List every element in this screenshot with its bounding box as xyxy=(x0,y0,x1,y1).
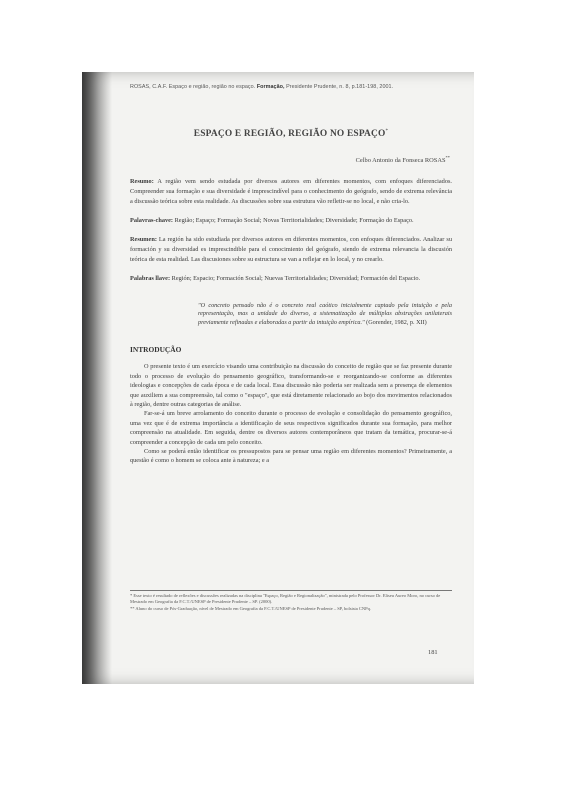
palabras-llave-paragraph xyxy=(130,274,452,284)
article-title xyxy=(130,129,452,139)
header-details: Presidente Prudente, n. 8, p.181-198, 2001. xyxy=(286,84,394,90)
author-name: Celbo Antonio da Fonseca ROSAS xyxy=(355,157,446,165)
palavras-chave-label: Palavras-chave: xyxy=(130,216,174,224)
epigraph-quote xyxy=(198,302,452,328)
palabras-llave-text: Región; Espacio; Formación Social; Nuevas Territorialidades; Diversidad; Formación del Espacio. xyxy=(171,274,421,282)
epigraph-source: (Gorender, 1982, p. XII) xyxy=(366,318,427,326)
header-citation: ROSAS, C.A.F. Espaço e região, região no espaço. xyxy=(130,84,256,90)
page-number: 181 xyxy=(428,649,438,656)
page-content xyxy=(130,84,452,466)
resumo-paragraph xyxy=(130,177,452,206)
running-header xyxy=(130,84,452,90)
scanned-page xyxy=(82,72,474,684)
introducao-paragraph: Como se poderá então identificar os pressupostos para se pensar uma região em diferentes momentos? Primeiramente, a questão é como o homem se coloca ante à natureza; e a xyxy=(130,448,452,465)
resumo-text: A região vem sendo estudada por diversos autores em diferentes momentos, com enfoques diferenciados. Compreender sua formação e sua diversidade é imprescindível para o conhecimento do geógrafo, sendo de extrema relevância a discussão teórica sobre esta realidade. As discussões sobre sua estrutura vão refletir-se no local, e não cria-lo. xyxy=(130,178,453,205)
introducao-paragraph: O presente texto é um exercício visando uma contribuição na discussão do conceito de região que se faz presente durante todo o processo de evolução do pensamento geográfico, transformando-se e reorganizando-se conforme as diferentes ideologias e concepções de cada época e de cada local. Essa discussão não poderia ser realizada sem a presença de elementos que auxiliem a sua compreensão, tal como o "espaço", que está diretamente relacionado ao bojo dos movimentos relacionados à região, dentre outras categorias de análise. xyxy=(130,363,452,409)
header-journal: Formação, xyxy=(256,84,285,90)
resumo-label: Resumo: xyxy=(130,178,154,186)
author-footnote-mark: ** xyxy=(445,155,450,161)
introducao-body xyxy=(130,362,452,465)
footnote: * Esse texto é resultado de reflexões e discussões realizadas na disciplina "Espaço, Região e Regionalização", ministrada pelo Professor Dr. Eliseu Aureo Moro, no curso de Mestrado em Geografia da F.C.T./UNESP de Presidente Prudente – SP. (2000). xyxy=(130,593,441,605)
epigraph-text: "O concreto pensado não é o concreto real caótico inicialmente captado pela intuição e pela representação, mas a unidade do diverso, a sistematização de múltiplas abstrações unilaterais previamente refinadas e elaboradas a partir da intuição empírica." xyxy=(198,301,452,326)
resumen-text: La región ha sido estudiada por diversos autores en diferentes momentos, con enfoques diferenciados. Analizar su formación y su diversidad es imprescindible para el conocimiento del geógrafo, siendo de extrema relevancia la discusión teórica de esta realidad. Las discusiones sobre su estructura se van a reflejar en lo local, y no crearlo. xyxy=(130,236,452,264)
article-title-text: ESPAÇO E REGIÃO, REGIÃO NO ESPAÇO xyxy=(193,129,386,140)
footnote: ** Aluno do curso de Pós-Graduação, nível de Mestrado em Geografia da F.C.T./UNESP de Presidente Prudente – SP, bolsista CNPq. xyxy=(130,605,371,611)
palavras-chave-paragraph xyxy=(130,216,452,226)
resumen-label: Resumen: xyxy=(130,236,157,244)
introducao-paragraph: Far-se-á um breve arrolamento do conceito durante o processo de evolução e consolidação do pensamento geográfico, uma vez que é de extrema importância a identificação de seus respectivos significados durante sua formação, para melhor compreensão na atualidade. Em seguida, dentre os diversos autores contemporâneos que tratam da temática, procurar-se-á compreender a concepção de cada um pelo conceito. xyxy=(130,410,452,446)
title-footnote-mark: * xyxy=(385,129,389,134)
section-heading-introducao: INTRODUÇÃO xyxy=(130,345,182,355)
palabras-llave-label: Palabras llave: xyxy=(130,274,171,282)
article-author xyxy=(130,155,452,164)
resumen-paragraph xyxy=(130,235,452,264)
footnotes xyxy=(130,590,452,612)
palavras-chave-text: Região; Espaço; Formação Social; Novas Territorialidades; Diversidade; Formação do Espaço. xyxy=(174,216,414,224)
